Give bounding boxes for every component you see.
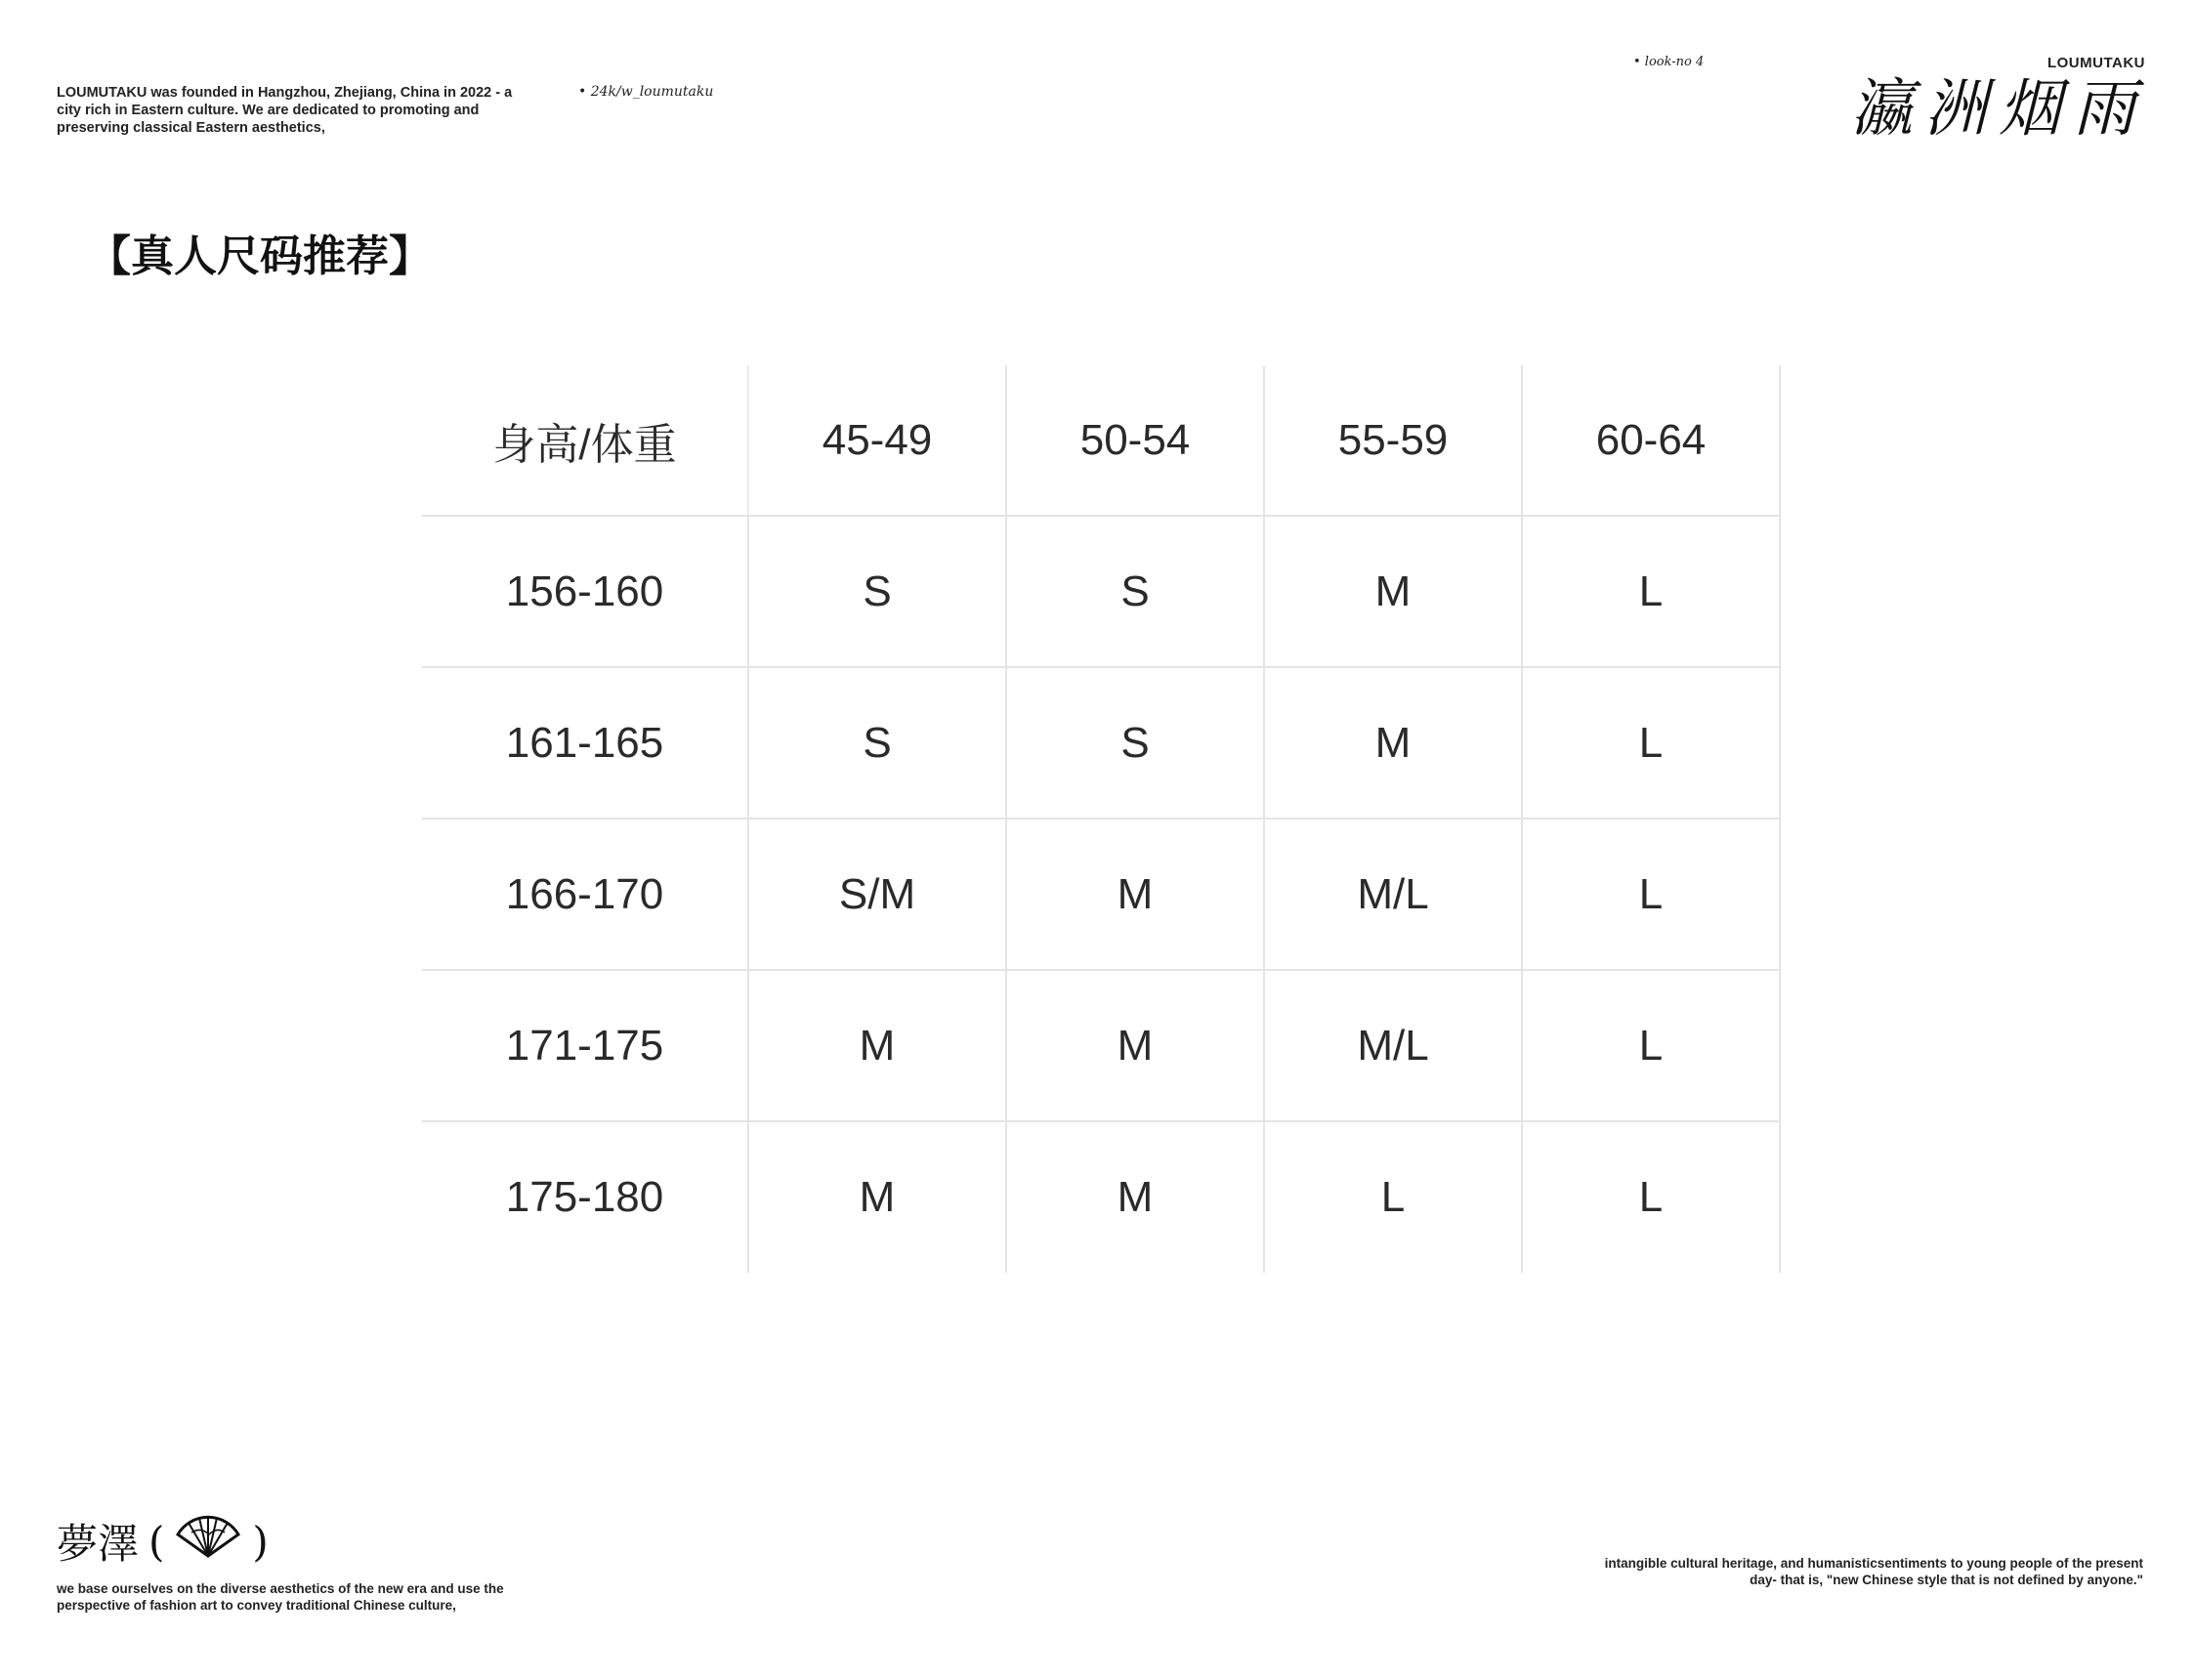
size-cell: M (1006, 819, 1264, 970)
size-cell: S (748, 516, 1006, 667)
table-row (422, 970, 1780, 1121)
footer-left (57, 1512, 545, 1614)
size-cell: S/M (748, 819, 1006, 970)
brand-name: LOUMUTAKU (2046, 55, 2145, 71)
height-range-cell: 171-175 (422, 970, 748, 1121)
footer-mark (57, 1512, 545, 1571)
size-cell: S (1006, 667, 1264, 819)
footer-left-text: we base ourselves on the diverse aesthetics of the new era and use the perspective of fashion art to convey traditional Chinese culture, (57, 1581, 504, 1613)
size-cell: M/L (1264, 819, 1522, 970)
table-corner-label: 身高/体重 (422, 365, 748, 516)
height-range-cell: 161-165 (422, 667, 748, 819)
size-cell: M (748, 1121, 1006, 1273)
footer-mark-close-paren: ) (252, 1517, 269, 1566)
table-row (422, 1121, 1780, 1273)
size-cell: L (1522, 667, 1780, 819)
size-cell: L (1522, 516, 1780, 667)
height-range-cell: 156-160 (422, 516, 748, 667)
height-range-cell: 166-170 (422, 819, 748, 970)
page-title: 【真人尺码推荐】 (88, 232, 432, 280)
brand-intro-text: LOUMUTAKU was founded in Hangzhou, Zhejiang, China in 2022 - a city rich in Eastern culture. We are dedicated to promoting and preserving classical Eastern aesthetics, (57, 85, 513, 136)
size-cell: M (748, 970, 1006, 1121)
footer-mark-open-paren: ( (148, 1517, 165, 1566)
size-cell: L (1522, 970, 1780, 1121)
footer-mark-text: 夢澤 (57, 1520, 140, 1568)
height-range-cell: 175-180 (422, 1121, 748, 1273)
size-cell: M/L (1264, 970, 1522, 1121)
season-tag: • 24k/w_loumutaku (578, 84, 714, 100)
folding-fan-icon (174, 1513, 242, 1570)
size-cell: M (1264, 516, 1522, 667)
size-cell: S (748, 667, 1006, 819)
weight-range-header: 60-64 (1522, 365, 1780, 516)
weight-range-header: 55-59 (1264, 365, 1522, 516)
look-number-tag: • look-no 4 (1633, 55, 1705, 69)
table-row (422, 667, 1780, 819)
size-cell: S (1006, 516, 1264, 667)
footer-right-text: intangible cultural heritage, and humanisticsentiments to young people of the present day- that is, "new Chinese style that is not defined by anyone." (1604, 1556, 2143, 1587)
table-header-row (422, 365, 1780, 516)
size-cell: M (1006, 1121, 1264, 1273)
table-row (422, 819, 1780, 970)
weight-range-header: 45-49 (748, 365, 1006, 516)
size-recommendation-table (422, 365, 1781, 1273)
size-cell: M (1264, 667, 1522, 819)
table-row (422, 516, 1780, 667)
size-cell: L (1264, 1121, 1522, 1273)
size-cell: L (1522, 819, 1780, 970)
weight-range-header: 50-54 (1006, 365, 1264, 516)
size-cell: L (1522, 1121, 1780, 1273)
size-cell: M (1006, 970, 1264, 1121)
brand-calligraphy-logo: 瀛洲烟雨 (1850, 73, 2147, 146)
